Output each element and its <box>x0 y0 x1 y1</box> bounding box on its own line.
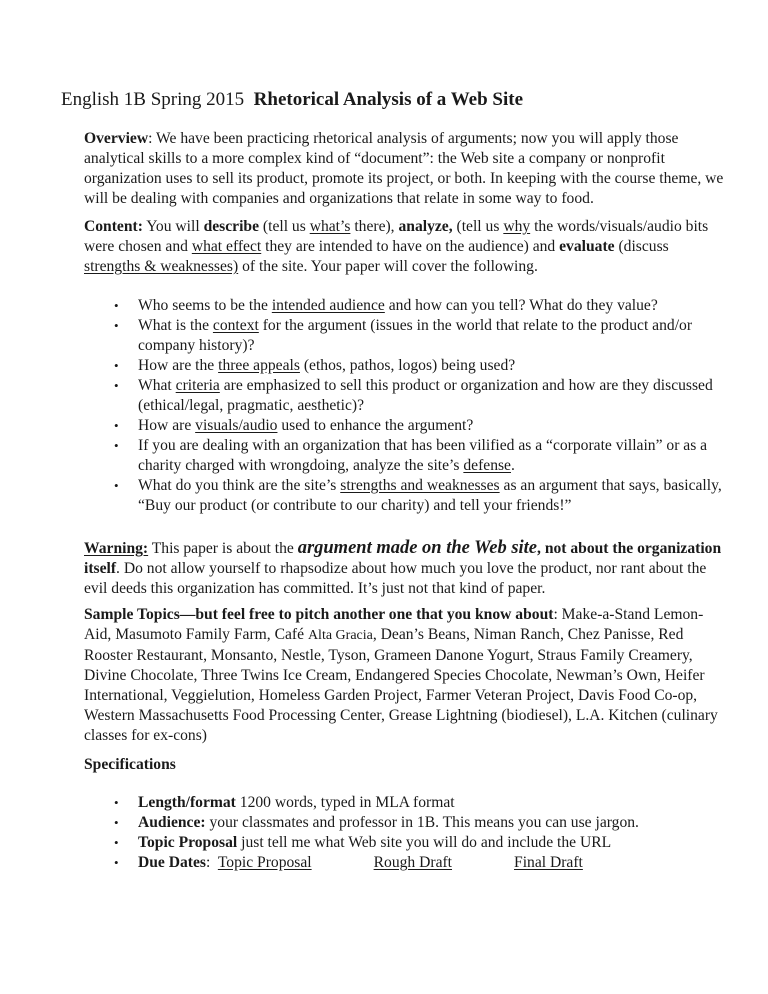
bullet-icon: • <box>114 478 119 493</box>
question-item <box>84 436 724 476</box>
question-item <box>84 296 724 316</box>
question-item <box>84 416 724 436</box>
overview-paragraph <box>84 129 724 209</box>
specifications-heading-text: Specifications <box>84 756 176 773</box>
document-title <box>61 88 523 112</box>
sample-topics-text: : Make-a-Stand Lemon-Aid, Masumoto Family Farm, Café <box>84 606 704 643</box>
bullet-icon: • <box>114 418 119 433</box>
question-text: What <box>138 377 176 394</box>
evaluate-term: evaluate <box>559 238 615 255</box>
question-key-term: strengths and weaknesses <box>340 477 500 494</box>
question-key-term: criteria <box>175 377 220 394</box>
warning-text: . Do not allow yourself to rhapsodize about how much you love the product, nor rant about the evil deeds this organization has committed. It’s just not that kind of paper. <box>84 560 707 597</box>
bullet-icon: • <box>114 795 119 810</box>
due-final-draft: Final Draft <box>514 854 583 871</box>
question-item <box>84 356 724 376</box>
questions-list <box>84 296 724 516</box>
question-text: for the argument (issues in the world that relate to the product and/or company history)? <box>138 317 693 354</box>
question-key-term: context <box>212 317 259 334</box>
warning-bold-text: not about the organization itself <box>84 540 722 577</box>
question-item <box>84 376 724 416</box>
analyze-term: analyze, <box>398 218 453 235</box>
due-topic-proposal: Topic Proposal <box>217 854 312 871</box>
content-label: Content: <box>84 218 143 235</box>
question-key-term: visuals/audio <box>195 417 278 434</box>
spec-item-length <box>84 793 724 813</box>
bullet-icon: • <box>114 318 119 333</box>
bullet-icon: • <box>114 855 119 870</box>
sample-topics-paragraph <box>84 605 724 746</box>
spec-label: Topic Proposal <box>138 834 238 851</box>
warning-label: Warning: <box>84 540 149 557</box>
bullet-icon: • <box>114 438 119 453</box>
sample-topics-label: Sample Topics—but feel free to pitch another one that you know about <box>84 606 554 623</box>
content-paragraph <box>84 217 724 277</box>
question-item <box>84 476 724 516</box>
question-key-term: three appeals <box>218 357 300 374</box>
question-text: If you are dealing with an organization that has been vilified as a “corporate villain” or as a charity charged with wrongdoing, analyze the site’s <box>138 437 708 474</box>
content-text: there), <box>350 218 399 235</box>
question-text: How are the <box>138 357 219 374</box>
content-text: of the site. Your paper will cover the following. <box>238 258 538 275</box>
sample-topics-text: Alta Gracia <box>307 628 373 643</box>
sample-topics-text: , Dean’s Beans, Niman Ranch, Chez Panisse, Red Rooster Restaurant, Monsanto, Nestle, Tyson, Grameen Danone Yogurt, Straus Family Creamery, Divine Chocolate, Three Twins Ice Cream, Endangered Species Chocolate, Newman’s Own, Heifer International, Veggielution, Homeless Garden Project, Farmer Veteran Project, Davis Food Co-op, Western Massachusetts Food Processing Center, Grease Lightning (biodiesel), L.A. Kitchen (culinary classes for ex-cons) <box>84 626 718 744</box>
question-text: and how can you tell? What do they value? <box>384 297 658 314</box>
content-text: (tell us <box>452 218 504 235</box>
spec-label: Length/format <box>138 794 236 811</box>
question-text: Who seems to be the <box>138 297 272 314</box>
warning-text: , <box>537 540 545 557</box>
spec-text: 1200 words, typed in MLA format <box>235 794 455 811</box>
content-text: (discuss <box>614 238 669 255</box>
warning-text: This paper is about the <box>148 540 298 557</box>
due-dates-colon: : <box>206 854 218 871</box>
question-key-term: defense <box>463 457 511 474</box>
spec-item-due-dates <box>84 853 724 873</box>
course-name: English 1B Spring 2015 <box>61 89 245 110</box>
question-text: What is the <box>138 317 213 334</box>
spec-label: Audience: <box>138 814 206 831</box>
spec-item-audience <box>84 813 724 833</box>
what-effect-underline: what effect <box>191 238 262 255</box>
overview-label: Overview <box>84 130 149 147</box>
content-text: the words/visuals/audio bits were chosen and <box>84 218 709 255</box>
warning-paragraph <box>84 538 724 599</box>
spec-item-topic-proposal <box>84 833 724 853</box>
question-text: used to enhance the argument? <box>277 417 474 434</box>
question-text: How are <box>138 417 196 434</box>
bullet-icon: • <box>114 378 119 393</box>
due-rough-draft: Rough Draft <box>373 854 453 871</box>
question-text: What do you think are the site’s <box>138 477 341 494</box>
question-item <box>84 316 724 356</box>
warning-emphasis: argument made on the Web site <box>297 538 538 558</box>
bullet-icon: • <box>114 358 119 373</box>
question-text: (ethos, pathos, logos) being used? <box>299 357 516 374</box>
strengths-underline: strengths & weaknesses) <box>84 258 239 275</box>
describe-term: describe <box>203 218 260 235</box>
whats-underline: what’s <box>309 218 351 235</box>
overview-text: : We have been practicing rhetorical analysis of arguments; now you will apply those analytical skills to a more complex kind of “document”: the Web site a company or nonprofit organization uses to sell its product, promote its project, or both. In keeping with the course theme, we will be dealing with companies and organizations that relate in some way to food. <box>84 130 724 207</box>
spec-text: just tell me what Web site you will do and include the URL <box>237 834 612 851</box>
question-text: . <box>510 457 515 474</box>
bullet-icon: • <box>114 835 119 850</box>
spec-text: your classmates and professor in 1B. This means you can use jargon. <box>205 814 639 831</box>
content-text: they are intended to have on the audience) and <box>261 238 560 255</box>
content-text: (tell us <box>259 218 310 235</box>
specifications-heading <box>84 755 724 775</box>
question-text: as an argument that says, basically, “Buy our product (or contribute to our charity) and tell your friends!” <box>138 477 722 514</box>
question-key-term: intended audience <box>271 297 385 314</box>
bullet-icon: • <box>114 815 119 830</box>
content-text: You will <box>142 218 204 235</box>
question-text: are emphasized to sell this product or organization and how are they discussed (ethical/legal, pragmatic, aesthetic)? <box>138 377 713 414</box>
due-dates-label: Due Dates <box>138 854 206 871</box>
why-underline: why <box>503 218 531 235</box>
assignment-title: Rhetorical Analysis of a Web Site <box>253 89 524 110</box>
bullet-icon: • <box>114 298 119 313</box>
specifications-list <box>84 793 724 873</box>
